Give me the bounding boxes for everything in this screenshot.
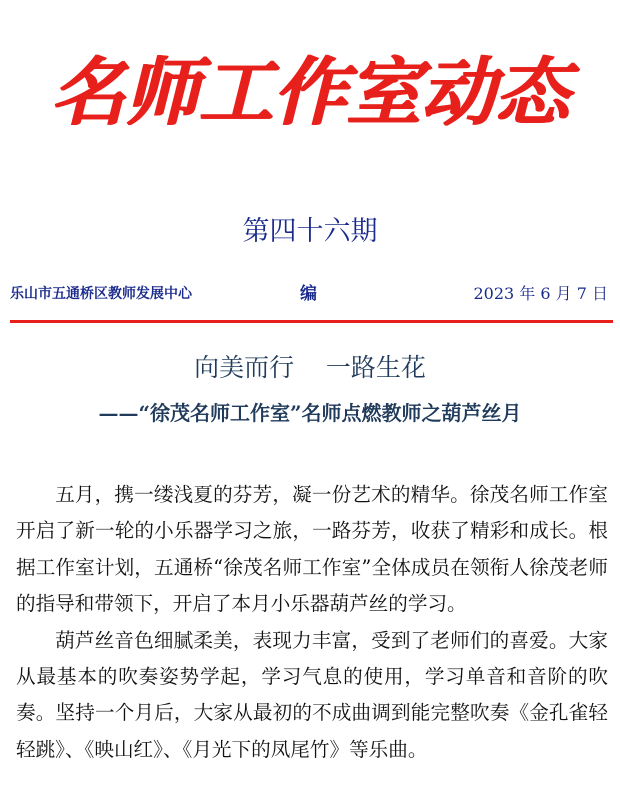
article-paragraph: 五月，携一缕浅夏的芬芳，凝一份艺术的精华。徐茂名师工作室开启了新一轮的小乐器学习之旅，一路芬芳，收获了精彩和成长。根据工作室计划，五通桥“徐茂名师工作室”全体成员在领衔人徐茂老师的指导和带领下，开启了本月小乐器葫芦丝的学习。 [16,483,608,616]
publisher-name: 乐山市五通桥区教师发展中心 [10,286,192,302]
publication-date: 2023 年 6 月 7 日 [473,284,608,303]
article-body [16,477,608,768]
newsletter-masthead: 名师工作室动态 [51,50,569,136]
editor-mark: 编 [300,284,317,304]
article-title: 向美而行 一路生花 [194,353,426,382]
issue-number: 第四十六期 [242,216,378,247]
article-paragraph: 葫芦丝音色细腻柔美，表现力丰富，受到了老师们的喜爱。大家从最基本的吹奏姿势学起，学习气息的使用，学习单音和音阶的吹奏。坚持一个月后，大家从最初的不成曲调到能完整吹奏《金孔雀轻轻跳》、《映山红》、《月光下的凤尾竹》等乐曲。 [16,628,608,761]
article-subtitle: ——“徐茂名师工作室”名师点燃教师之葫芦丝月 [98,401,522,425]
header-divider [10,320,613,323]
publication-info-row [10,281,610,307]
